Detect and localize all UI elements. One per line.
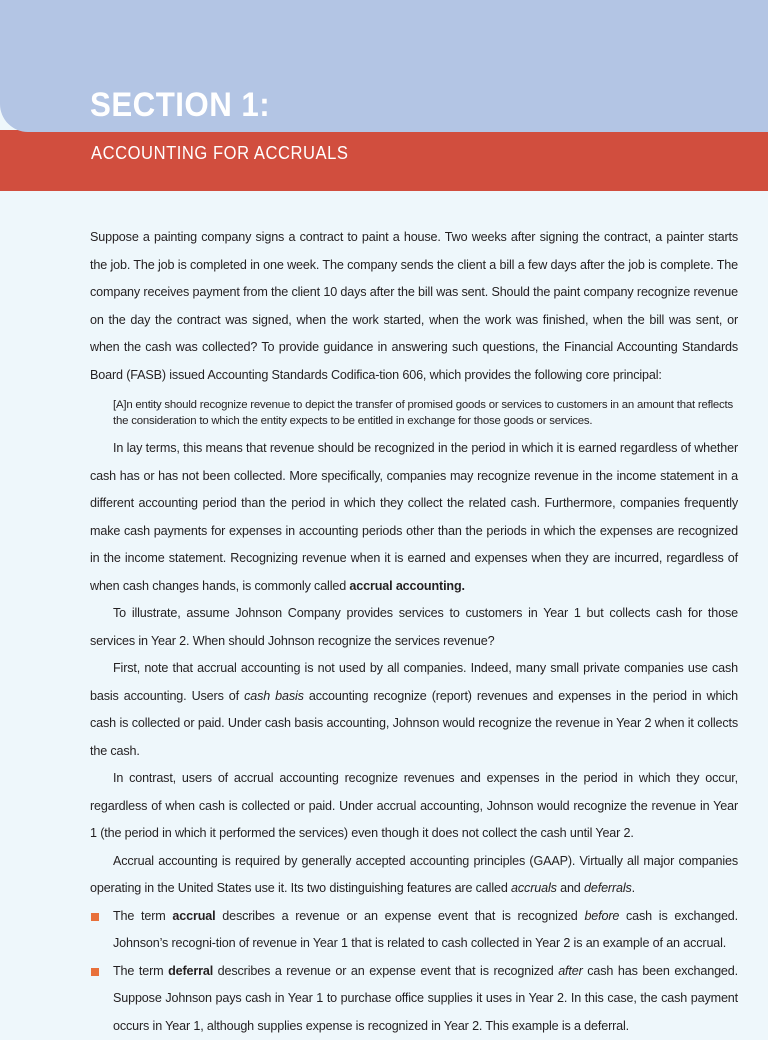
bullet-text: describes a revenue or an expense event that is recognized: [213, 964, 558, 978]
block-quote: [A]n entity should recognize revenue to depict the transfer of promised goods or services to customers in an amount that reflects the consideration to which the entity expects to be entitled in exchange for those goods or services.: [113, 397, 738, 429]
section-title: ACCOUNTING FOR ACCRUALS: [91, 143, 348, 164]
bullet-text: The term: [113, 964, 168, 978]
bullet-text: cash is exchanged. Johnson’s recogni-tion of revenue in Year 1 that is related to cash collected in Year 2 is an example of an accrual.: [113, 909, 738, 951]
paragraph-text: Accrual accounting is required by generally accepted accounting principles (GAAP). Virtually all major companies operating in the United States use it. Its two distinguishing features are called: [90, 854, 738, 896]
main-content: [90, 224, 738, 1040]
paragraph-text: .: [632, 881, 635, 895]
paragraph-text: In lay terms, this means that revenue should be recognized in the period in which it is earned regardless of whether cash has or has not been collected. More specifically, companies may recognize revenue in the income statement in a different accounting period than the period in which they collect the related cash. Furthermore, companies frequently make cash payments for expenses in accounting periods other than the periods in which the expenses are recognized in the income statement. Recognizing revenue when it is earned and expenses when they are incurred, regardless of when cash changes hands, is commonly called: [90, 441, 738, 593]
paragraph-text: First, note that accrual accounting is not used by all companies. Indeed, many small private companies use cash basis accounting. Users of: [90, 661, 738, 703]
paragraph-text: accounting recognize (report) revenues and expenses in the period in which cash is collected or paid. Under cash basis accounting, Johnson would recognize the revenue in Year 2 when it collects the cash.: [90, 689, 738, 758]
paragraph-gaap: [90, 848, 738, 903]
section-number: SECTION 1:: [90, 86, 270, 125]
bullet-text: describes a revenue or an expense event that is recognized: [215, 909, 584, 923]
paragraph-cash-basis: [90, 655, 738, 765]
term-accrual: accrual: [172, 909, 215, 923]
paragraph-illustrate: To illustrate, assume Johnson Company provides services to customers in Year 1 but collects cash for those services in Year 2. When should Johnson recognize the services revenue?: [90, 600, 738, 655]
square-bullet-icon: [91, 913, 99, 921]
emphasis-before: before: [584, 909, 619, 923]
paragraph-intro: Suppose a painting company signs a contract to paint a house. Two weeks after signing the contract, a painter starts the job. The job is completed in one week. The company sends the client a bill a few days after the job is complete. The company receives payment from the client 10 days after the bill was sent. Should the paint company recognize revenue on the day the contract was signed, when the work started, when the work was finished, when the bill was sent, or when the cash was collected? To provide guidance in answering such questions, the Financial Accounting Standards Board (FASB) issued Accounting Standards Codifica-tion 606, which provides the following core principal:: [90, 224, 738, 389]
bullet-item-accrual: [90, 903, 738, 958]
paragraph-text: and: [557, 881, 584, 895]
emphasis-cash-basis: cash basis: [244, 689, 304, 703]
paragraph-contrast: In contrast, users of accrual accounting recognize revenues and expenses in the period in which they occur, regardless of when cash is collected or paid. Under accrual accounting, Johnson would recognize the revenue in Year 1 (the period in which it performed the services) even though it does not collect the cash until Year 2.: [90, 765, 738, 848]
bullet-item-deferral: [90, 958, 738, 1040]
bullet-text: cash has been exchanged. Suppose Johnson pays cash in Year 1 to purchase office supplies it uses in Year 2. In this case, the cash payment occurs in Year 1, although supplies expense is recognized in Year 2. This example is a deferral.: [113, 964, 738, 1033]
emphasis-after: after: [558, 964, 582, 978]
term-accrual-accounting: accrual accounting.: [349, 579, 464, 593]
emphasis-deferrals: deferrals: [584, 881, 632, 895]
bullet-text: The term: [113, 909, 172, 923]
emphasis-accruals: accruals: [511, 881, 557, 895]
term-deferral: deferral: [168, 964, 213, 978]
paragraph-lay-terms: [90, 435, 738, 600]
square-bullet-icon: [91, 968, 99, 976]
